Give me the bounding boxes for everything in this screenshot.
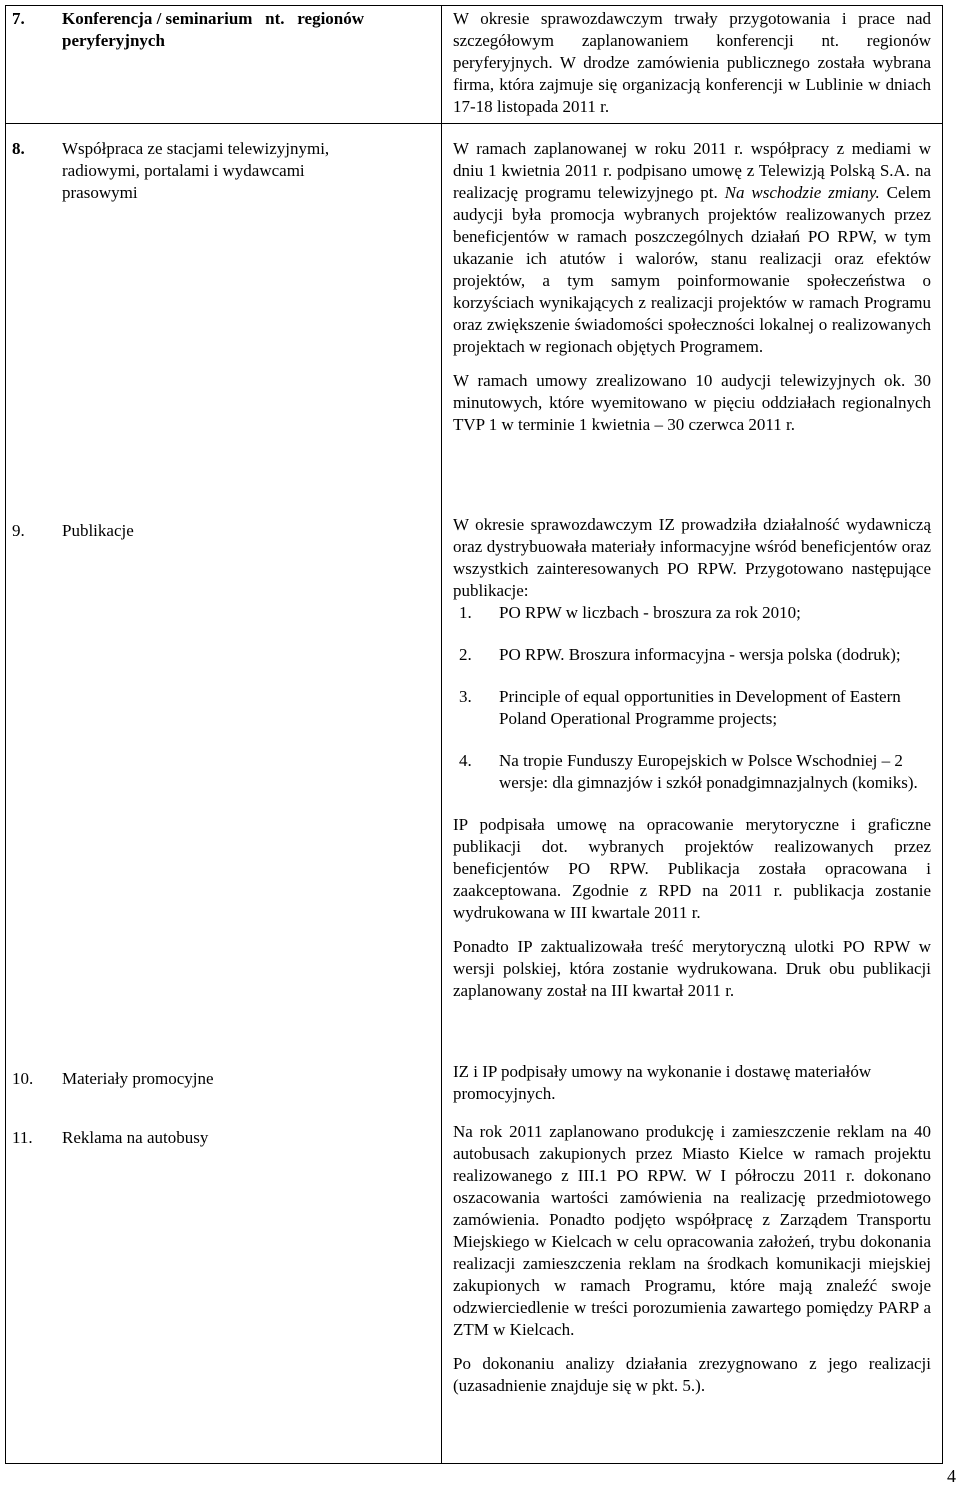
list-item-number: 2.	[459, 645, 472, 664]
row-9-label	[12, 520, 432, 542]
row-10-number: 10.	[12, 1069, 34, 1088]
row-9-paragraph-3: Ponadto IP zaktualizowała treść merytoryczną ulotki PO RPW w wersji polskiej, która zostanie wydrukowana. Druk obu publikacji zaplanowany został na III kwartał 2011 r.	[453, 937, 931, 1000]
row-8-title-line3: prasowymi	[62, 183, 138, 202]
row-10-content	[453, 1061, 931, 1117]
row-9-paragraph-2: IP podpisała umowę na opracowanie merytoryczne i graficzne publikacji dot. wybranych projektów realizowanych przez beneficjentów PO RPW. Publikacja została opracowana i zaakceptowana. Zgodnie z RPD na 2011 r. publikacja zostanie wydrukowana w III kwartale 2011 r.	[453, 815, 931, 922]
row-9-intro: W okresie sprawozdawczym IZ prowadziła działalność wydawniczą oraz dystrybuowała materiały informacyjne wśród beneficjentów oraz wszystkich zainteresowanych PO RPW. Przygotowano następujące publikacje:	[453, 515, 931, 600]
list-item-text: PO RPW w liczbach - broszura za rok 2010;	[499, 603, 801, 622]
list-item-text: Na tropie Funduszy Europejskich w Polsce Wschodniej – 2 wersje: dla gimnazjów i szkół ponadgimnazjalnych (komiks).	[499, 751, 918, 792]
row-8-label	[12, 138, 432, 204]
row-11-number: 11.	[12, 1128, 33, 1147]
list-item	[453, 644, 931, 666]
row-8-number: 8.	[12, 139, 25, 158]
row-8-p1-text-cont: Celem audycji była promocja wybranych projektów realizowanych przez beneficjentów w ramach poszczególnych działań PO RPW, w tym ukazanie ich atutów i walorów, stanu realizacji oraz efektów projektów, a tym samym poinformowanie społeczeństwa o korzyściach wynikających z realizacji projektów w ramach Programu oraz zwiększenie świadomości społeczności lokalnej o realizowanych projektach w regionach objętych Programem.	[453, 183, 931, 356]
row-11-paragraph-2: Po dokonaniu analizy działania zrezygnowano z jego realizacji (uzasadnienie znajduje się w pkt. 5.).	[453, 1354, 931, 1395]
row-7-title-line1: Konferencja / seminarium nt. regionów	[62, 9, 365, 28]
row-7-label	[12, 8, 432, 52]
row-10-label	[12, 1068, 432, 1090]
row-9-content	[453, 514, 931, 1014]
row-8-paragraph-2: W ramach umowy zrealizowano 10 audycji telewizyjnych ok. 30 minutowych, które wyemitowano w pięciu oddziałach regionalnych TVP 1 w terminie 1 kwietnia – 30 czerwca 2011 r.	[453, 371, 931, 434]
row-11-paragraph-1: Na rok 2011 zaplanowano produkcję i zamieszczenie reklam na 40 autobusach zakupionych przez Miasto Kielce w ramach projektu realizowanego z III.1 PO RPW. W I półroczu 2011 r. dokonano oszacowania wartości zamówienia na realizację przedmiotowego zamówienia. Ponadto podjęto współpracę z Zarządem Transportu Miejskiego w Kielcach w celu opracowania założeń, trybu dokonania realizacji zamieszczenia reklam na środkach komunikacji miejskiej zakupionych w ramach Programu, które mają znaleźć swoje odzwierciedlenie w treści porozumienia zawartego pomiędzy PARP a ZTM w Kielcach.	[453, 1122, 931, 1339]
row-11-title: Reklama na autobusy	[62, 1128, 209, 1147]
row-8-title-line1: Współpraca ze stacjami telewizyjnymi,	[62, 139, 330, 158]
publications-list	[453, 602, 931, 794]
page-number: 4	[947, 1466, 956, 1486]
list-item	[453, 602, 931, 624]
list-item-number: 3.	[459, 687, 472, 706]
list-item-text: PO RPW. Broszura informacyjna - wersja polska (dodruk);	[499, 645, 901, 664]
row-7-title-line2: peryferyjnych	[62, 31, 165, 50]
row-8-content	[453, 138, 931, 448]
row-8-paragraph-1	[453, 138, 931, 358]
row-11-content	[453, 1121, 931, 1409]
row-11-label	[12, 1127, 432, 1149]
row-8-title-line2: radiowymi, portalami i wydawcami	[62, 161, 305, 180]
column-divider	[441, 5, 442, 1464]
row-9-title: Publikacje	[62, 521, 134, 540]
row-7-content	[453, 8, 931, 130]
row-7-paragraph: W okresie sprawozdawczym trwały przygotowania i prace nad szczegółowym zaplanowaniem konferencji nt. regionów peryferyjnych. W drodze zamówienia publicznego została wybrana firma, która zajmuje się organizacją konferencji w Lublinie w dniach 17-18 listopada 2011 r.	[453, 9, 931, 116]
list-item	[453, 750, 931, 794]
list-item-text: Principle of equal opportunities in Development of Eastern Poland Operational Programme projects;	[499, 687, 901, 728]
list-item-number: 1.	[459, 603, 472, 622]
row-9-number: 9.	[12, 521, 25, 540]
row-10-paragraph: IZ i IP podpisały umowy na wykonanie i dostawę materiałów promocyjnych.	[453, 1062, 872, 1103]
list-item-number: 4.	[459, 751, 472, 770]
list-item	[453, 686, 931, 730]
row-10-title: Materiały promocyjne	[62, 1069, 214, 1088]
row-8-program-title: Na wschodzie zmiany.	[724, 183, 880, 202]
row-8-p1-text: W ramach zaplanowanej w roku 2011 r. współpracy z mediami w dniu 1 kwietnia 2011 r. podpisano umowę z Telewizją Polską S.A. na realizację programu telewizyjnego pt.	[453, 139, 931, 202]
row-7-number: 7.	[12, 9, 25, 28]
